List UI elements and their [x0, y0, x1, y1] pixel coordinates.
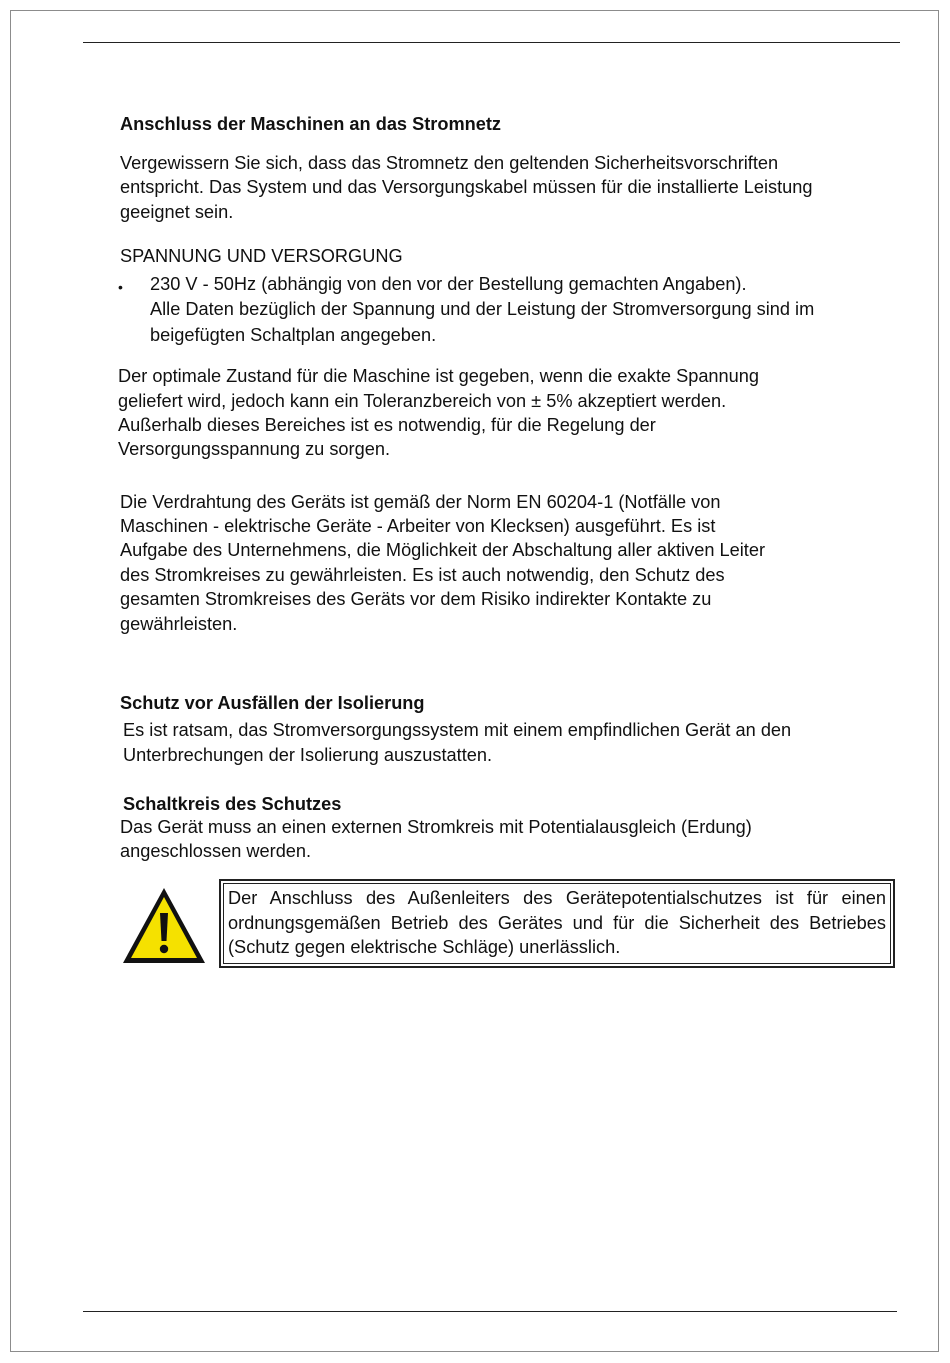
section-title-power-connection: Anschluss der Maschinen an das Stromnetz [120, 114, 502, 134]
bullet-marker: • [118, 279, 123, 295]
text-line: Außerhalb dieses Bereiches ist es notwendig, für die Regelung der [118, 415, 656, 435]
text-line: angeschlossen werden. [120, 841, 312, 861]
text-line: Es ist ratsam, das Stromversorgungssystem mit einem empfindlichen Gerät an den [123, 720, 792, 740]
text-line: gewährleisten. [120, 614, 238, 634]
subheading-voltage-supply: SPANNUNG UND VERSORGUNG [120, 246, 403, 266]
warning-triangle-icon [121, 886, 207, 966]
warning-text: Der Anschluss des Außenleiters des Gerätepotentialschutzes ist für einen ordnungsgemäßen Betrieb des Gerätes und für die Sicherheit des Betriebes (Schutz gegen elektrische Schläge) unerlässlich. [228, 888, 886, 958]
text-line: Alle Daten bezüglich der Spannung und der Leistung der Stromversorgung sind im [150, 299, 815, 319]
text-line: geliefert wird, jedoch kann ein Toleranzbereich von ± 5% akzeptiert werden. [118, 391, 727, 411]
footer-rule [83, 1311, 897, 1312]
text-line: Aufgabe des Unternehmens, die Möglichkeit der Abschaltung aller aktiven Leiter [120, 540, 766, 560]
text-line: Unterbrechungen der Isolierung auszustatten. [123, 745, 493, 765]
text-line: geeignet sein. [120, 202, 234, 222]
section-title-insulation-failure: Schutz vor Ausfällen der Isolierung [120, 693, 425, 713]
text-line: des Stromkreises zu gewährleisten. Es ist auch notwendig, den Schutz des [120, 565, 725, 585]
text-line: gesamten Stromkreises des Geräts vor dem Risiko indirekter Kontakte zu [120, 589, 712, 609]
text-line: beigefügten Schaltplan angegeben. [150, 325, 437, 345]
text-line: Vergewissern Sie sich, dass das Stromnetz den geltenden Sicherheitsvorschriften [120, 153, 779, 173]
text-line: entspricht. Das System und das Versorgungskabel müssen für die installierte Leistung [120, 177, 813, 197]
text-line: Maschinen - elektrische Geräte - Arbeiter von Klecksen) ausgeführt. Es ist [120, 516, 716, 536]
warning-box [219, 879, 895, 968]
text-line: 230 V - 50Hz (abhängig von den vor der Bestellung gemachten Angaben). [150, 274, 747, 294]
text-line: Das Gerät muss an einen externen Stromkreis mit Potentialausgleich (Erdung) [120, 817, 752, 837]
text-line: Versorgungsspannung zu sorgen. [118, 439, 390, 459]
section-title-protection-circuit: Schaltkreis des Schutzes [123, 794, 342, 814]
text-line: Die Verdrahtung des Geräts ist gemäß der Norm EN 60204-1 (Notfälle von [120, 492, 721, 512]
header-rule [83, 42, 900, 43]
text-line: Der optimale Zustand für die Maschine ist gegeben, wenn die exakte Spannung [118, 366, 760, 386]
